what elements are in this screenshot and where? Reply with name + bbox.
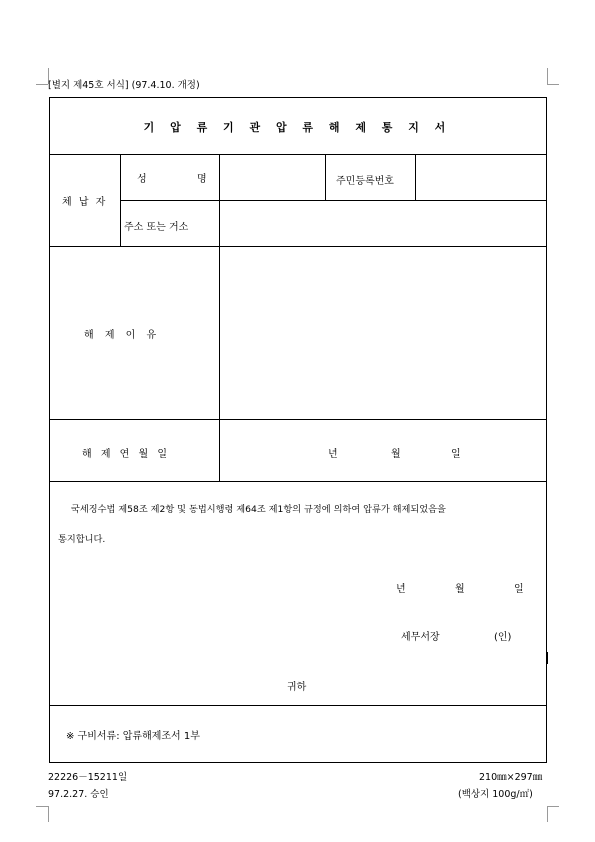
divider — [219, 154, 220, 246]
divider — [415, 154, 416, 200]
approval-date: 97.2.27. 승인 — [48, 789, 109, 800]
crop-mark — [547, 84, 559, 85]
attachment-note: ※ 구비서류: 압류해제조서 1부 — [66, 731, 200, 742]
seal-mark: (인) — [494, 632, 512, 643]
edge-mark — [546, 652, 548, 664]
divider — [49, 481, 547, 482]
taxpayer-label: 체 납 자 — [62, 197, 108, 208]
divider — [120, 200, 547, 201]
form-number-label: [별지 제45호 서식] (97.4.10. 개정) — [48, 80, 200, 91]
crop-mark — [48, 806, 49, 822]
divider — [325, 154, 326, 200]
sign-date-year: 년 — [396, 584, 406, 595]
notice-text-line2: 통지합니다. — [58, 534, 106, 545]
divider — [49, 246, 547, 247]
name-field[interactable] — [224, 158, 322, 196]
name-label-part2: 명 — [197, 174, 207, 185]
name-label-part1: 성 — [137, 174, 147, 185]
resident-number-label: 주민등록번호 — [336, 176, 394, 187]
crop-mark — [36, 84, 48, 85]
resident-number-field[interactable] — [419, 158, 543, 196]
form-frame — [49, 97, 547, 763]
reason-label: 해 제 이 유 — [84, 330, 161, 341]
release-date-month: 월 — [391, 449, 401, 460]
tax-office-head: 세무서장 — [401, 632, 440, 643]
divider — [49, 705, 547, 706]
form-code: 22226－15211일 — [48, 772, 128, 783]
crop-mark — [36, 806, 48, 807]
divider — [120, 154, 121, 246]
recipient-honorific: 귀하 — [287, 682, 307, 693]
crop-mark — [547, 806, 548, 822]
crop-mark — [547, 68, 548, 84]
address-field[interactable] — [224, 204, 544, 242]
crop-mark — [547, 806, 559, 807]
release-date-day: 일 — [451, 449, 461, 460]
sign-date-month: 월 — [455, 584, 465, 595]
release-date-year: 년 — [328, 449, 338, 460]
divider — [219, 246, 220, 481]
paper-spec: (백상지 100g/㎡) — [458, 789, 533, 800]
sign-date-day: 일 — [514, 584, 524, 595]
release-date-label: 해 제 연 월 일 — [82, 449, 171, 460]
divider — [49, 419, 547, 420]
divider — [49, 154, 547, 155]
form-title: 기 압 류 기 관 압 류 해 제 통 지 서 — [143, 121, 452, 134]
notice-text-line1: 국세징수법 제58조 제2항 및 동법시행령 제64조 제1항의 규정에 의하여 압류가 해제되었음을 — [71, 504, 446, 515]
address-label: 주소 또는 거소 — [124, 222, 189, 233]
paper-size: 210㎜×297㎜ — [479, 772, 543, 783]
reason-field[interactable] — [224, 250, 544, 414]
